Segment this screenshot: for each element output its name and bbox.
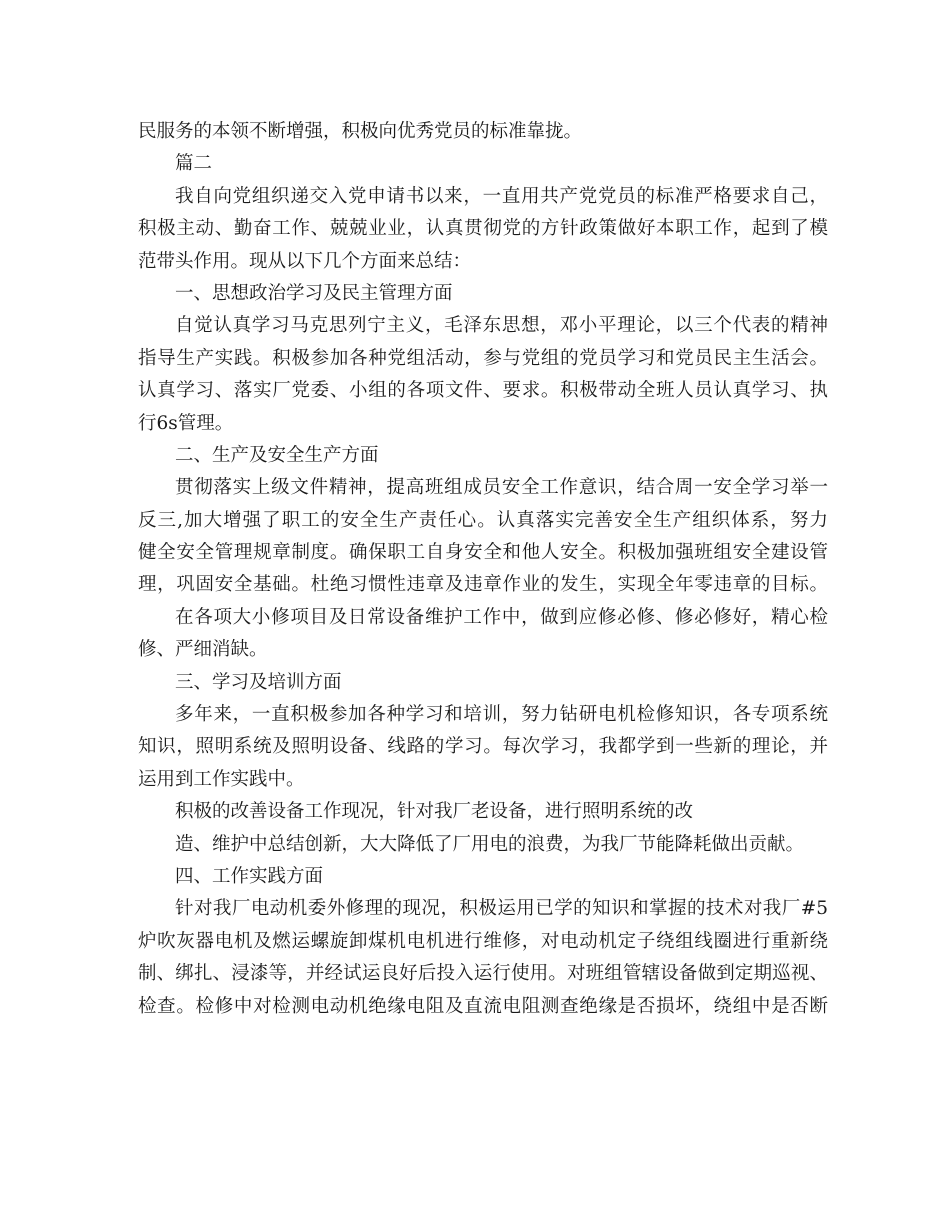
text-line: 民服务的本领不断增强，积极向优秀党员的标准靠拢。	[138, 121, 583, 142]
text-line: 贯彻落实上级文件精神，提高班组成员安全工作意识，结合周一安全学习举一	[175, 477, 828, 499]
text-line: 针对我厂电动机委外修理的现况，积极运用已学的知识和掌握的技术对我厂#5	[175, 898, 828, 920]
section-heading: 一、思想政治学习及民主管理方面	[175, 282, 453, 304]
text-line: 指导生产实践。积极参加各种党组活动，参与党组的党员学习和党员民主生活会。	[138, 347, 828, 369]
text-line: 多年来，一直积极参加各种学习和培训，努力钻研电机检修知识，各专项系统	[175, 704, 828, 726]
text-line: 造、维护中总结创新，大大降低了厂用电的浪费，为我厂节能降耗做出贡献。	[175, 833, 805, 855]
text-line: 积极的改善设备工作现况，针对我厂老设备，进行照明系统的改	[175, 801, 694, 823]
text-line: 反三,加大增强了职工的安全生产责任心。认真落实完善安全生产组织体系，努力	[138, 509, 828, 531]
text-line: 运用到工作实践中。	[138, 768, 305, 790]
section-heading: 三、学习及培训方面	[175, 671, 342, 693]
text-line: 理，巩固安全基础。杜绝习惯性违章及违章作业的发生，实现全年零违章的目标。	[138, 574, 828, 596]
text-line: 知识，照明系统及照明设备、线路的学习。每次学习，我都学到一些新的理论，并	[138, 736, 828, 758]
text-line: 炉吹灰器电机及燃运螺旋卸煤机电机进行维修，对电动机定子绕组线圈进行重新绕	[138, 930, 828, 952]
document-body	[138, 116, 828, 1023]
text-line: 检查。检修中对检测电动机绝缘电阻及直流电阻测查绝缘是否损坏，绕组中是否断	[138, 995, 828, 1017]
text-line: 制、绑扎、浸漆等，并经试运良好后投入运行使用。对班组管辖设备做到定期巡视、	[138, 963, 828, 985]
text-line: 范带头作用。现从以下几个方面来总结：	[138, 250, 472, 272]
section-heading: 四、工作实践方面	[175, 865, 324, 887]
text-line: 我自向党组织递交入党申请书以来，一直用共产党党员的标准严格要求自己，	[175, 185, 828, 207]
text-line: 健全安全管理规章制度。确保职工自身安全和他人安全。积极加强班组安全建设管	[138, 542, 828, 564]
section-label: 篇二	[175, 153, 213, 175]
text-line: 行6s管理。	[138, 412, 234, 434]
text-line: 在各项大小修项目及日常设备维护工作中，做到应修必修、修必修好，精心检	[175, 606, 828, 628]
text-line: 积极主动、勤奋工作、兢兢业业，认真贯彻党的方针政策做好本职工作，起到了模	[138, 218, 828, 240]
text-line: 认真学习、落实厂党委、小组的各项文件、要求。积极带动全班人员认真学习、执	[138, 380, 828, 402]
text-line: 自觉认真学习马克思列宁主义，毛泽东思想，邓小平理论，以三个代表的精神	[175, 315, 828, 337]
section-heading: 二、生产及安全生产方面	[175, 444, 379, 466]
text-line: 修、严细消缺。	[138, 639, 268, 661]
